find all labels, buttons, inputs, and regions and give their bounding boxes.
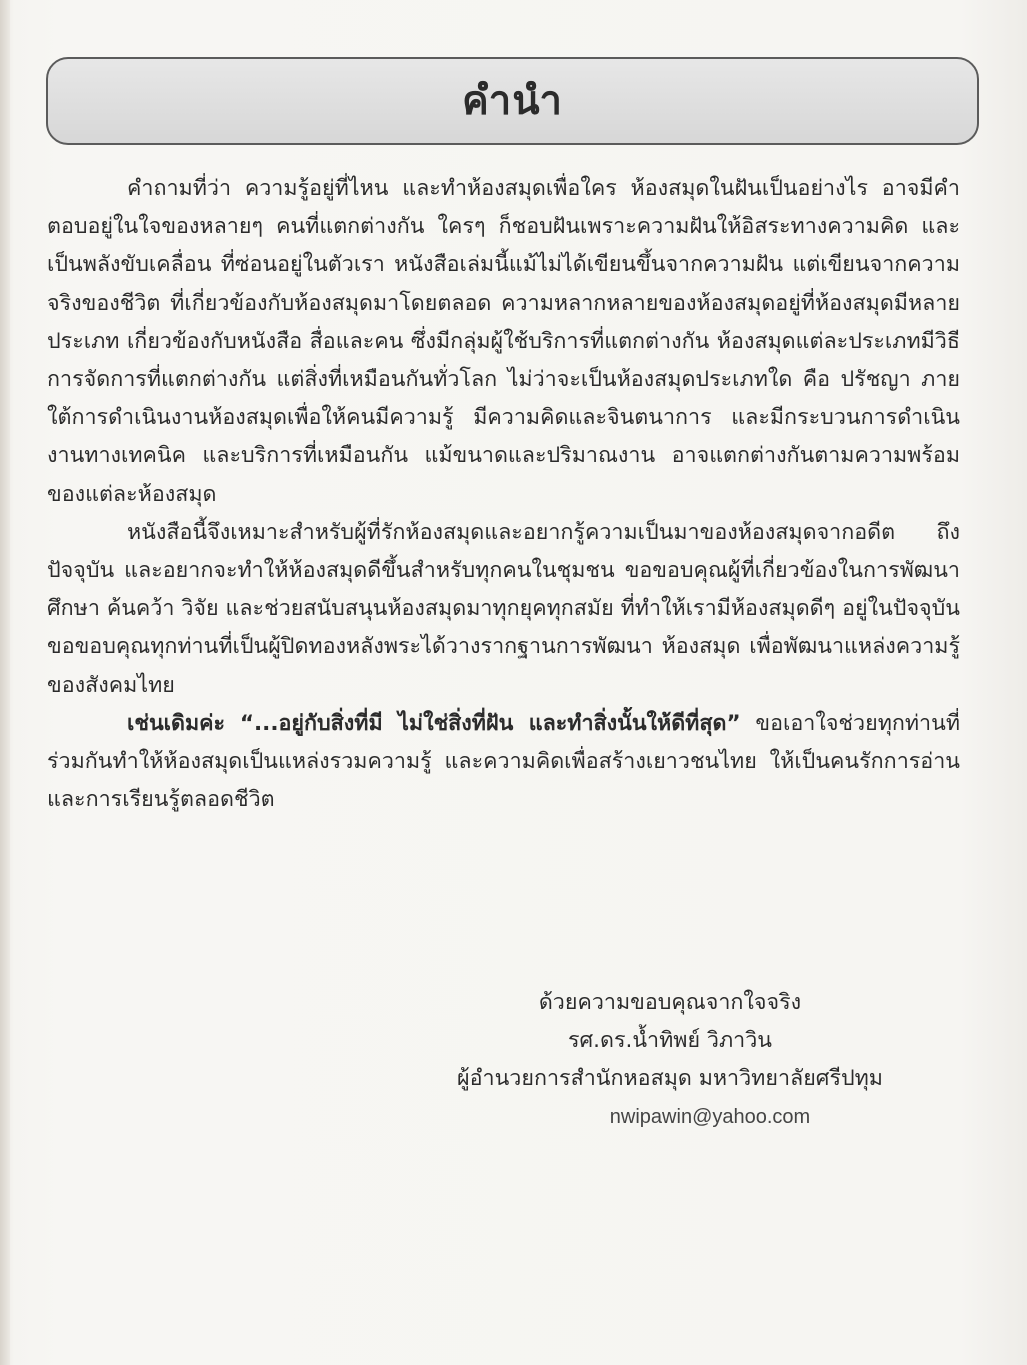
signature-thanks: ด้วยความขอบคุณจากใจจริง — [538, 990, 802, 1015]
heading-banner — [46, 57, 979, 145]
signature-email: nwipawin@yahoo.com — [609, 1106, 811, 1128]
closing-rest: ขอเอาใจช่วยทุกท่านที่ร่วมกันทำให้ห้องสมุดเป็นแหล่งรวมความรู้ และความคิดเพื่อสร้างเยาวชนไทย ให้เป็นคนรักการอ่านและการเรียนรู้ตลอดชีวิต — [47, 710, 960, 813]
closing-lead: เช่นเดิมค่ะ — [127, 710, 226, 736]
page-title: คำนำ — [461, 77, 564, 124]
paragraph-2: หนังสือนี้จึงเหมาะสำหรับผู้ที่รักห้องสมุดและอยากรู้ความเป็นมาของห้องสมุดจากอดีต ถึงปัจจุบัน และอยากจะทำให้ห้องสมุดดีขึ้นสำหรับทุกคนในชุมชน ขอขอบคุณผู้ที่เกี่ยวข้องในการพัฒนาศึกษา ค้นคว้า วิจัย และช่วยสนับสนุนห้องสมุดมาทุกยุคทุกสมัย ที่ทำให้เรามีห้องสมุดดีๆ อยู่ในปัจจุบัน ขอขอบคุณทุกท่านที่เป็นผู้ปิดทองหลังพระได้วางรากฐานการพัฒนา ห้องสมุด เพื่อพัฒนาแหล่งความรู้ของสังคมไทย — [47, 519, 960, 698]
signature-block — [420, 984, 920, 1136]
page-binding-edge — [0, 0, 10, 1365]
paragraph-1: คำถามที่ว่า ความรู้อยู่ที่ไหน และทำห้องสมุดเพื่อใคร ห้องสมุดในฝันเป็นอย่างไร อาจมีคำตอบอยู่ในใจของหลายๆ คนที่แตกต่างกัน ใครๆ ก็ชอบฝันเพราะความฝันให้อิสระทางความคิด และเป็นพลังขับเคลื่อน ที่ซ่อนอยู่ในตัวเรา หนังสือเล่มนี้แม้ไม่ได้เขียนขึ้นจากความฝัน แต่เขียนจากความจริงของชีวิต ที่เกี่ยวข้องกับห้องสมุดมาโดยตลอด ความหลากหลายของห้องสมุดอยู่ที่ห้องสมุดมีหลายประเภท เกี่ยวข้องกับหนังสือ สื่อและคน ซึ่งมีกลุ่มผู้ใช้บริการที่แตกต่างกัน ห้องสมุดแต่ละประเภทมีวิธีการจัดการที่แตกต่างกัน แต่สิ่งที่เหมือนกันทั่วโลก ไม่ว่าจะเป็นห้องสมุดประเภทใด คือ ปรัชญา ภายใต้การดำเนินงานห้องสมุดเพื่อให้คนมีความรู้ มีความคิดและจินตนาการ และมีกระบวนการดำเนินงานทางเทคนิค และบริการที่เหมือนกัน แม้ขนาดและปริมาณงาน อาจแตกต่างกันตามความพร้อมของแต่ละห้องสมุด — [47, 176, 960, 507]
preface-body — [47, 170, 960, 819]
paragraph-3 — [47, 705, 960, 820]
closing-quote: “...อยู่กับสิ่งที่มี ไม่ใช่สิ่งที่ฝัน และทำสิ่งนั้นให้ดีที่สุด” — [239, 710, 741, 736]
signature-position: ผู้อำนวยการสำนักหอสมุด มหาวิทยาลัยศรีปทุม — [457, 1066, 883, 1091]
signature-name: รศ.ดร.น้ำทิพย์ วิภาวิน — [567, 1028, 772, 1053]
